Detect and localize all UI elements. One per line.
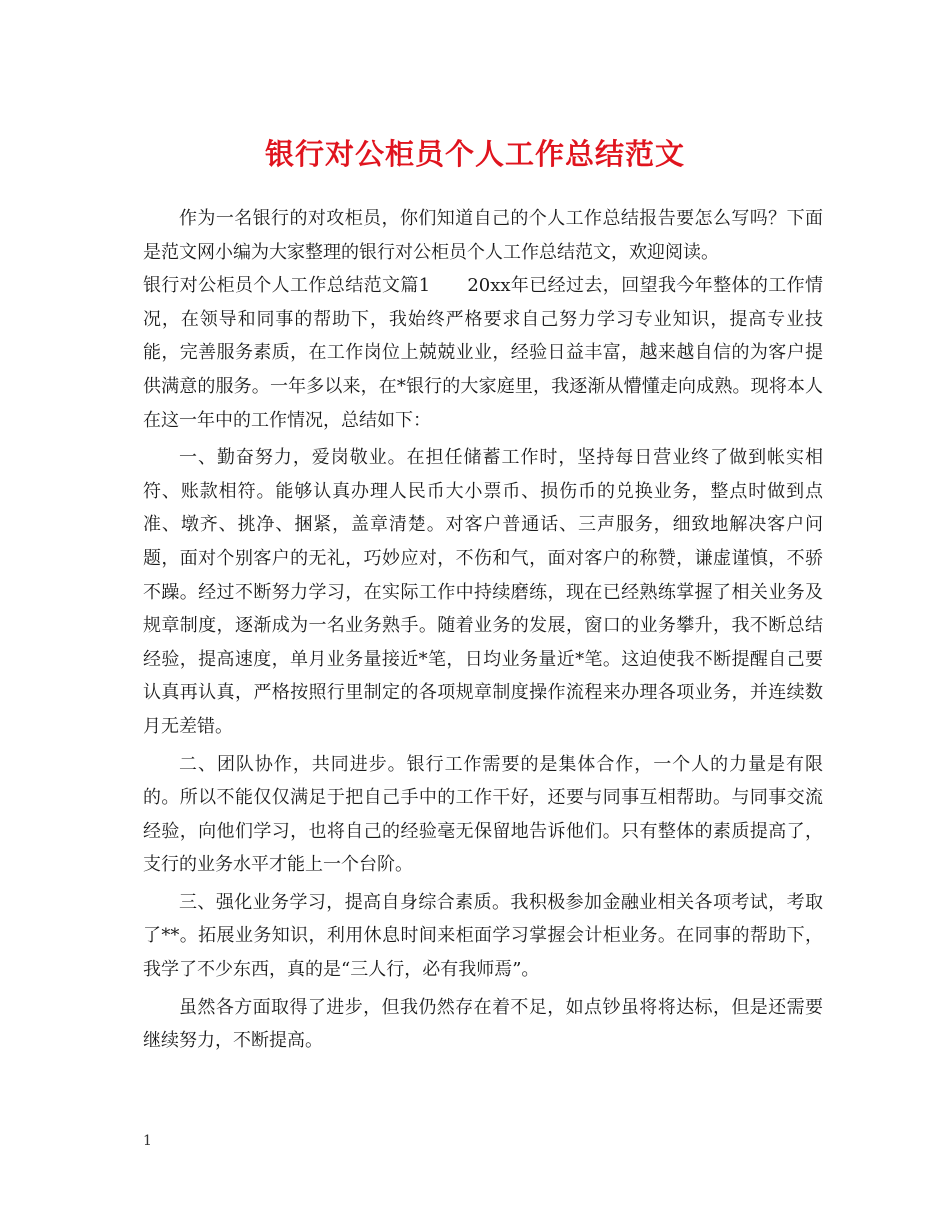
point-three-paragraph: 三、强化业务学习，提高自身综合素质。我积极参加金融业相关各项考试，考取了**。拓展业务知识，利用休息时间来柜面学习掌握会计柜业务。在同事的帮助下，我学了不少东西，真的是“三人行，必有我师焉”。 (143, 891, 823, 981)
document-body (143, 202, 823, 1058)
intro-paragraph: 作为一名银行的对攻柜员，你们知道自己的个人工作总结报告要怎么写吗？下面是范文网小编为大家整理的银行对公柜员个人工作总结范文，欢迎阅读。 (143, 208, 823, 263)
document-title: 银行对公柜员个人工作总结范文 (264, 137, 685, 171)
section-heading-paragraph: 银行对公柜员个人工作总结范文篇1 20xx年已经过去，回望我今年整体的工作情况，在领导和同事的帮助下，我始终严格要求自己努力学习专业知识，提高专业技能，完善服务素质，在工作岗位上兢兢业业，经验日益丰富，越来越自信的为客户提供满意的服务。一年多以来，在*银行的大家庭里，我逐渐从懵懂走向成熟。现将本人在这一年中的工作情况，总结如下： (143, 275, 823, 431)
page-number: 1 (143, 1133, 152, 1149)
closing-paragraph: 虽然各方面取得了进步，但我仍然存在着不足，如点钞虽将将达标，但是还需要继续努力，不断提高。 (143, 996, 823, 1052)
point-one-paragraph: 一、勤奋努力，爱岗敬业。在担任储蓄工作时，坚持每日营业终了做到帐实相符、账款相符。能够认真办理人民币大小票币、损伤币的兑换业务，整点时做到点准、墩齐、挑净、捆紧，盖章清楚。对客户普通话、三声服务，细致地解决客户问题，面对个别客户的无礼，巧妙应对，不伤和气，面对客户的称赞，谦虚谨慎，不骄不躁。经过不断努力学习，在实际工作中持续磨练，现在已经熟练掌握了相关业务及规章制度，逐渐成为一名业务熟手。随着业务的发展，窗口的业务攀升，我不断总结经验，提高速度，单月业务量接近*笔，日均业务量近*笔。这迫使我不断提醒自己要认真再认真，严格按照行里制定的各项规章制度操作流程来办理各项业务，并连续数月无差错。 (143, 447, 823, 737)
point-two-paragraph: 二、团队协作，共同进步。银行工作需要的是集体合作，一个人的力量是有限的。所以不能仅仅满足于把自己手中的工作干好，还要与同事互相帮助。与同事交流经验，向他们学习，也将自己的经验毫无保留地告诉他们。只有整体的素质提高了，支行的业务水平才能上一个台阶。 (143, 753, 823, 876)
